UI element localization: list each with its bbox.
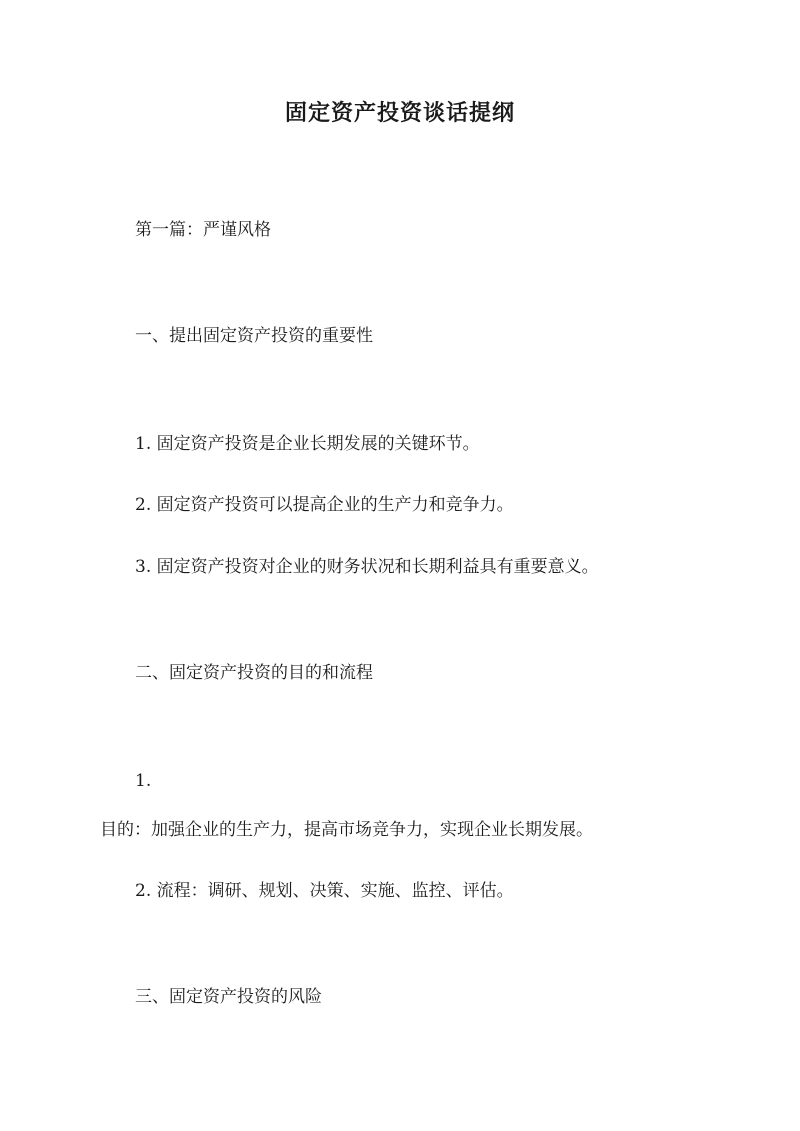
- part1-item-1: 1. 固定资产投资是企业长期发展的关键环节。: [135, 434, 480, 454]
- part1-heading: 一、提出固定资产投资的重要性: [135, 326, 373, 346]
- part1-item-2: 2. 固定资产投资可以提高企业的生产力和竞争力。: [135, 495, 514, 515]
- document-title: 固定资产投资谈话提纲: [284, 100, 515, 126]
- part2-item-2: 2. 流程：调研、规划、决策、实施、监控、评估。: [135, 881, 514, 901]
- part2-heading: 二、固定资产投资的目的和流程: [135, 663, 373, 683]
- part2-item1-text: 目的：加强企业的生产力，提高市场竞争力，实现企业长期发展。: [100, 820, 593, 840]
- part1-item-3: 3. 固定资产投资对企业的财务状况和长期利益具有重要意义。: [135, 557, 599, 577]
- part2-item1-number: 1.: [135, 771, 152, 791]
- section-label: 第一篇：严谨风格: [135, 220, 271, 240]
- part3-heading: 三、固定资产投资的风险: [135, 987, 322, 1007]
